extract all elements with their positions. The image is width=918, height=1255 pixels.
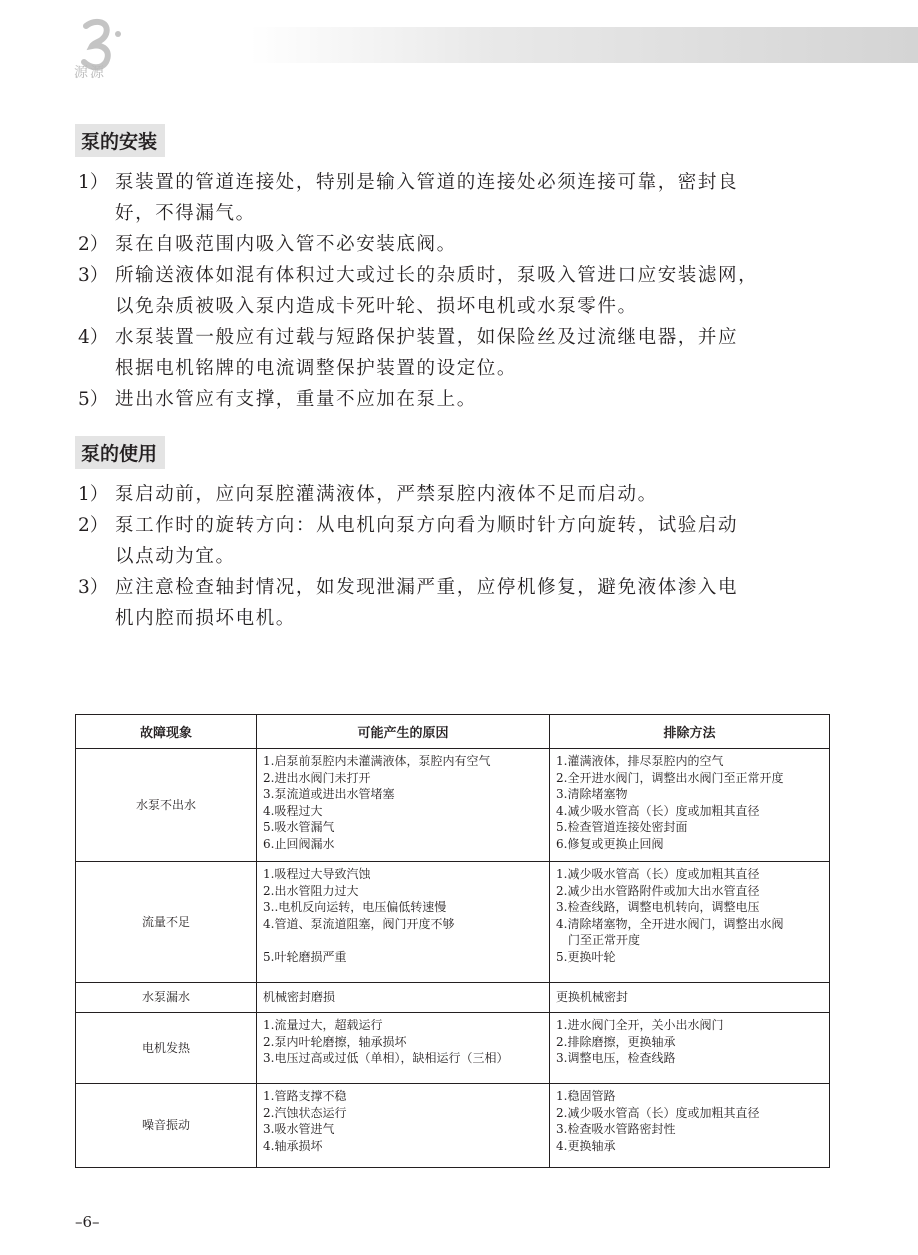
list-item xyxy=(75,510,835,572)
cause-line: 1.流量过大，超载运行 xyxy=(263,1018,383,1032)
list-item xyxy=(75,479,835,510)
fix-line: 4.更换轴承 xyxy=(556,1138,616,1153)
cause-line: 机械密封磨损 xyxy=(263,990,336,1005)
fix-line: 1.进水阀门全开，关小出水阀门 xyxy=(556,1018,724,1032)
fix-line: 2.全开进水阀门，调整出水阀门至正常开度 xyxy=(556,770,784,785)
fix-line: 更换机械密封 xyxy=(556,990,629,1005)
cause-line: 1.吸程过大导致汽蚀 xyxy=(263,867,371,881)
cause-cell xyxy=(257,983,550,1013)
cause-line: 1.启泵前泵腔内未灌满液体，泵腔内有空气 xyxy=(263,754,491,768)
fix-line: 3.检查吸水管路密封性 xyxy=(556,1122,676,1136)
list-item-number: 4） xyxy=(78,327,109,348)
fix-cell xyxy=(550,749,830,862)
fix-line: 4.清除堵塞物，全开进水阀门，调整出水阀 xyxy=(556,916,784,931)
cause-line: 2.出水管阻力过大 xyxy=(263,883,359,898)
troubleshooting-table-wrap xyxy=(75,714,830,1168)
fix-line: 2.减少吸水管高（长）度或加粗其直径 xyxy=(556,1105,760,1120)
list-item-number: 5） xyxy=(78,389,109,410)
fix-line: 2.减少出水管路附件或加大出水管直径 xyxy=(556,883,760,898)
table-row xyxy=(76,862,830,983)
list-item-line: 泵工作时的旋转方向：从电机向泵方向看为顺时针方向旋转，试验启动 xyxy=(115,515,739,536)
cause-line: 4.吸程过大 xyxy=(263,803,323,818)
page-number: –6– xyxy=(75,1213,100,1231)
list-item-line: 机内腔而损坏电机。 xyxy=(115,608,296,629)
cause-line: 1.管路支撑不稳 xyxy=(263,1089,347,1103)
cause-line: 5.吸水管漏气 xyxy=(263,820,335,834)
table-row xyxy=(76,1084,830,1168)
list-item-line: 泵在自吸范围内吸入管不必安装底阀。 xyxy=(115,234,457,255)
list-item-line: 根据电机铭牌的电流调整保护装置的设定位。 xyxy=(115,358,518,379)
list-item-line: 应注意检查轴封情况，如发现泄漏严重，应停机修复，避免液体渗入电 xyxy=(115,577,739,598)
table-body xyxy=(76,749,830,1168)
list-item-line: 水泵装置一般应有过载与短路保护装置，如保险丝及过流继电器，并应 xyxy=(115,327,739,348)
cause-cell xyxy=(257,862,550,983)
symptom-cell: 电机发热 xyxy=(76,1013,257,1084)
fix-cell xyxy=(550,983,830,1013)
installation-section xyxy=(75,124,835,415)
list-item-number: 2） xyxy=(78,234,109,255)
list-item xyxy=(75,229,835,260)
header-gradient-bar xyxy=(250,27,918,63)
installation-list xyxy=(75,167,835,415)
section-title-installation: 泵的安装 xyxy=(75,124,165,157)
symptom-cell: 流量不足 xyxy=(76,862,257,983)
cause-line: 2.泵内叶轮磨擦，轴承损坏 xyxy=(263,1034,407,1049)
list-item-line: 好，不得漏气。 xyxy=(115,203,256,224)
cause-line: 3.电压过高或过低（单相），缺相运行（三相） xyxy=(263,1051,509,1065)
section-title-usage: 泵的使用 xyxy=(75,436,165,469)
list-item xyxy=(75,384,835,415)
list-item xyxy=(75,167,835,229)
list-item-number: 2） xyxy=(78,515,109,536)
fix-line: 5.更换叶轮 xyxy=(556,949,616,964)
fix-line: 3.检查线路，调整电机转向，调整电压 xyxy=(556,900,760,914)
table-row xyxy=(76,749,830,862)
fix-line: 5.检查管道连接处密封面 xyxy=(556,820,688,834)
symptom-cell: 水泵漏水 xyxy=(76,983,257,1013)
cause-line: 2.进出水阀门未打开 xyxy=(263,770,371,785)
fix-line: 6.修复或更换止回阀 xyxy=(556,836,664,851)
cause-line: 3..电机反向运转，电压偏低转速慢 xyxy=(263,900,447,914)
list-item-line: 以免杂质被吸入泵内造成卡死叶轮、损坏电机或水泵零件。 xyxy=(115,296,638,317)
logo-text: 源源 xyxy=(74,65,106,81)
header-fix: 排除方法 xyxy=(550,715,830,749)
troubleshooting-table xyxy=(75,714,830,1168)
list-item-line: 泵启动前，应向泵腔灌满液体，严禁泵腔内液体不足而启动。 xyxy=(115,484,658,505)
list-item-line: 进出水管应有支撑，重量不应加在泵上。 xyxy=(115,389,477,410)
cause-line: 5.叶轮磨损严重 xyxy=(263,949,347,964)
fix-line: 3.调整电压，检查线路 xyxy=(556,1051,676,1065)
symptom-cell: 噪音振动 xyxy=(76,1084,257,1168)
fix-line: 3.清除堵塞物 xyxy=(556,787,628,801)
list-item-line: 泵装置的管道连接处，特别是输入管道的连接处必须连接可靠，密封良 xyxy=(115,172,739,193)
fix-cell xyxy=(550,862,830,983)
list-item-number: 1） xyxy=(78,484,109,505)
cause-cell xyxy=(257,749,550,862)
list-item-number: 3） xyxy=(78,265,109,286)
cause-line: 3.吸水管进气 xyxy=(263,1122,335,1136)
cause-line: 4.管道、泵流道阻塞，阀门开度不够 xyxy=(263,916,455,931)
list-item xyxy=(75,322,835,384)
header-cause: 可能产生的原因 xyxy=(257,715,550,749)
cause-line: 3.泵流道或进出水管堵塞 xyxy=(263,787,395,801)
cause-cell xyxy=(257,1084,550,1168)
usage-section xyxy=(75,436,835,634)
table-row xyxy=(76,1013,830,1084)
list-item xyxy=(75,260,835,322)
fix-line: 4.减少吸水管高（长）度或加粗其直径 xyxy=(556,803,760,818)
list-item-number: 3） xyxy=(78,577,109,598)
list-item-number: 1） xyxy=(78,172,109,193)
fix-cell xyxy=(550,1084,830,1168)
cause-line: 6.止回阀漏水 xyxy=(263,836,335,851)
fix-line: 门至正常开度 xyxy=(556,933,641,947)
usage-list xyxy=(75,479,835,634)
symptom-cell: 水泵不出水 xyxy=(76,749,257,862)
cause-line: 4.轴承损坏 xyxy=(263,1138,323,1153)
cause-cell xyxy=(257,1013,550,1084)
list-item xyxy=(75,572,835,634)
list-item-line: 所输送液体如混有体积过大或过长的杂质时，泵吸入管进口应安装滤网， xyxy=(115,265,759,286)
fix-line: 1.减少吸水管高（长）度或加粗其直径 xyxy=(556,867,760,881)
fix-line: 1.灌满液体，排尽泵腔内的空气 xyxy=(556,754,724,768)
fix-line: 2.排除磨擦，更换轴承 xyxy=(556,1034,676,1049)
cause-line: 2.汽蚀状态运行 xyxy=(263,1105,347,1120)
list-item-line: 以点动为宜。 xyxy=(115,546,236,567)
table-header-row xyxy=(76,715,830,749)
cause-line xyxy=(263,932,543,949)
table-row xyxy=(76,983,830,1013)
fix-cell xyxy=(550,1013,830,1084)
fix-line: 1.稳固管路 xyxy=(556,1089,616,1103)
header-symptom: 故障现象 xyxy=(76,715,257,749)
